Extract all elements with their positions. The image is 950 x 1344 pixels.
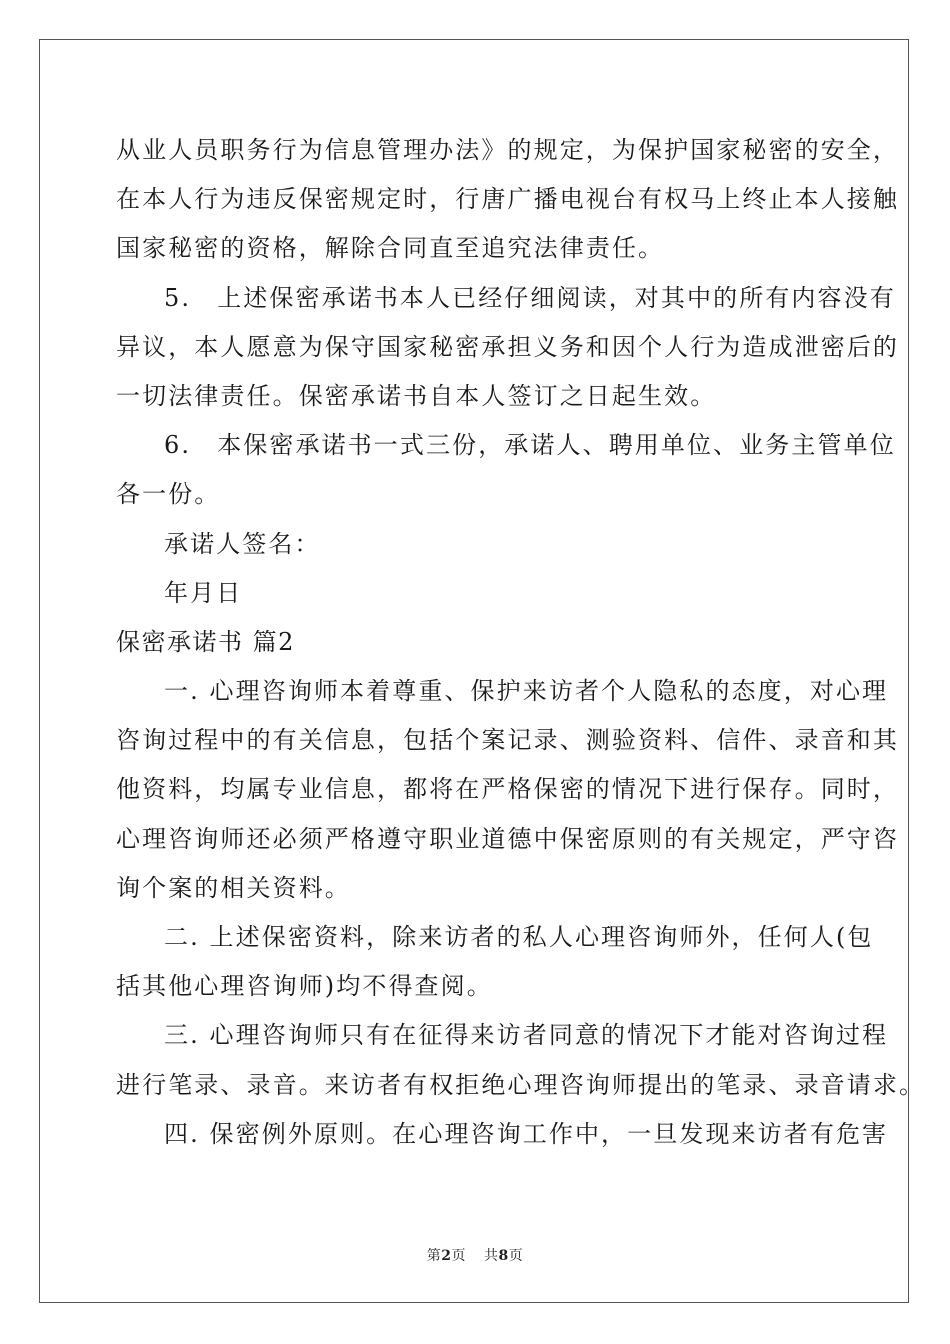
page-prefix: 第	[426, 1248, 442, 1264]
text-line: 一切法律责任。保密承诺书自本人签订之日起生效。	[116, 381, 717, 410]
section-heading: 保密承诺书 篇2	[116, 627, 295, 656]
clause-2-start: 二. 上述保密资料，除来访者的私人心理咨询师外，任何人(包	[164, 923, 874, 951]
paragraph-6-start: 6. 本保密承诺书一式三份，承诺人、聘用单位、业务主管单位	[164, 431, 896, 460]
text-line: 他资料，均属专业信息，都将在严格保密的情况下进行保存。同时，	[116, 775, 899, 804]
document-body	[116, 126, 926, 1159]
text-line: 在本人行为违反保密规定时，行唐广播电视台有权马上终止本人接触	[116, 185, 899, 214]
text-line: 咨询过程中的有关信息，包括个案记录、测验资料、信件、录音和其	[116, 726, 899, 755]
text-line: 国家秘密的资格，解除合同直至追究法律责任。	[116, 234, 665, 263]
page-total: 8	[498, 1248, 509, 1264]
paragraph-5-start: 5. 上述保密承诺书本人已经仔细阅读，对其中的所有内容没有	[164, 283, 896, 312]
text-line: 心理咨询师还必须严格遵守职业道德中保密原则的有关规定，严守咨	[116, 824, 899, 853]
text-line: 从业人员职务行为信息管理办法》的规定，为保护国家秘密的安全，	[116, 136, 899, 164]
total-prefix: 共	[484, 1248, 499, 1264]
text-line: 各一份。	[116, 480, 221, 509]
text-line: 进行笔录、录音。来访者有权拒绝心理咨询师提出的笔录、录音请求。	[116, 1070, 926, 1099]
text-line: 询个案的相关资料。	[116, 873, 351, 902]
page-suffix: 页	[451, 1248, 466, 1264]
clause-4-start: 四. 保密例外原则。在心理咨询工作中，一旦发现来访者有危害	[164, 1119, 889, 1148]
signature-label: 承诺人签名：	[164, 529, 321, 558]
clause-3-start: 三. 心理咨询师只有在征得来访者同意的情况下才能对咨询过程	[164, 1021, 889, 1050]
text-line: 括其他心理咨询师)均不得查阅。	[116, 972, 493, 1001]
text-line: 异议，本人愿意为保守国家秘密承担义务和因个人行为造成泄密后的	[116, 332, 899, 361]
date-label: 年月日	[164, 578, 243, 607]
page-current: 2	[441, 1248, 452, 1264]
total-suffix: 页	[508, 1248, 524, 1264]
page-footer	[0, 1245, 950, 1265]
clause-1-start: 一. 心理咨询师本着尊重、保护来访者个人隐私的态度，对心理	[164, 677, 889, 706]
